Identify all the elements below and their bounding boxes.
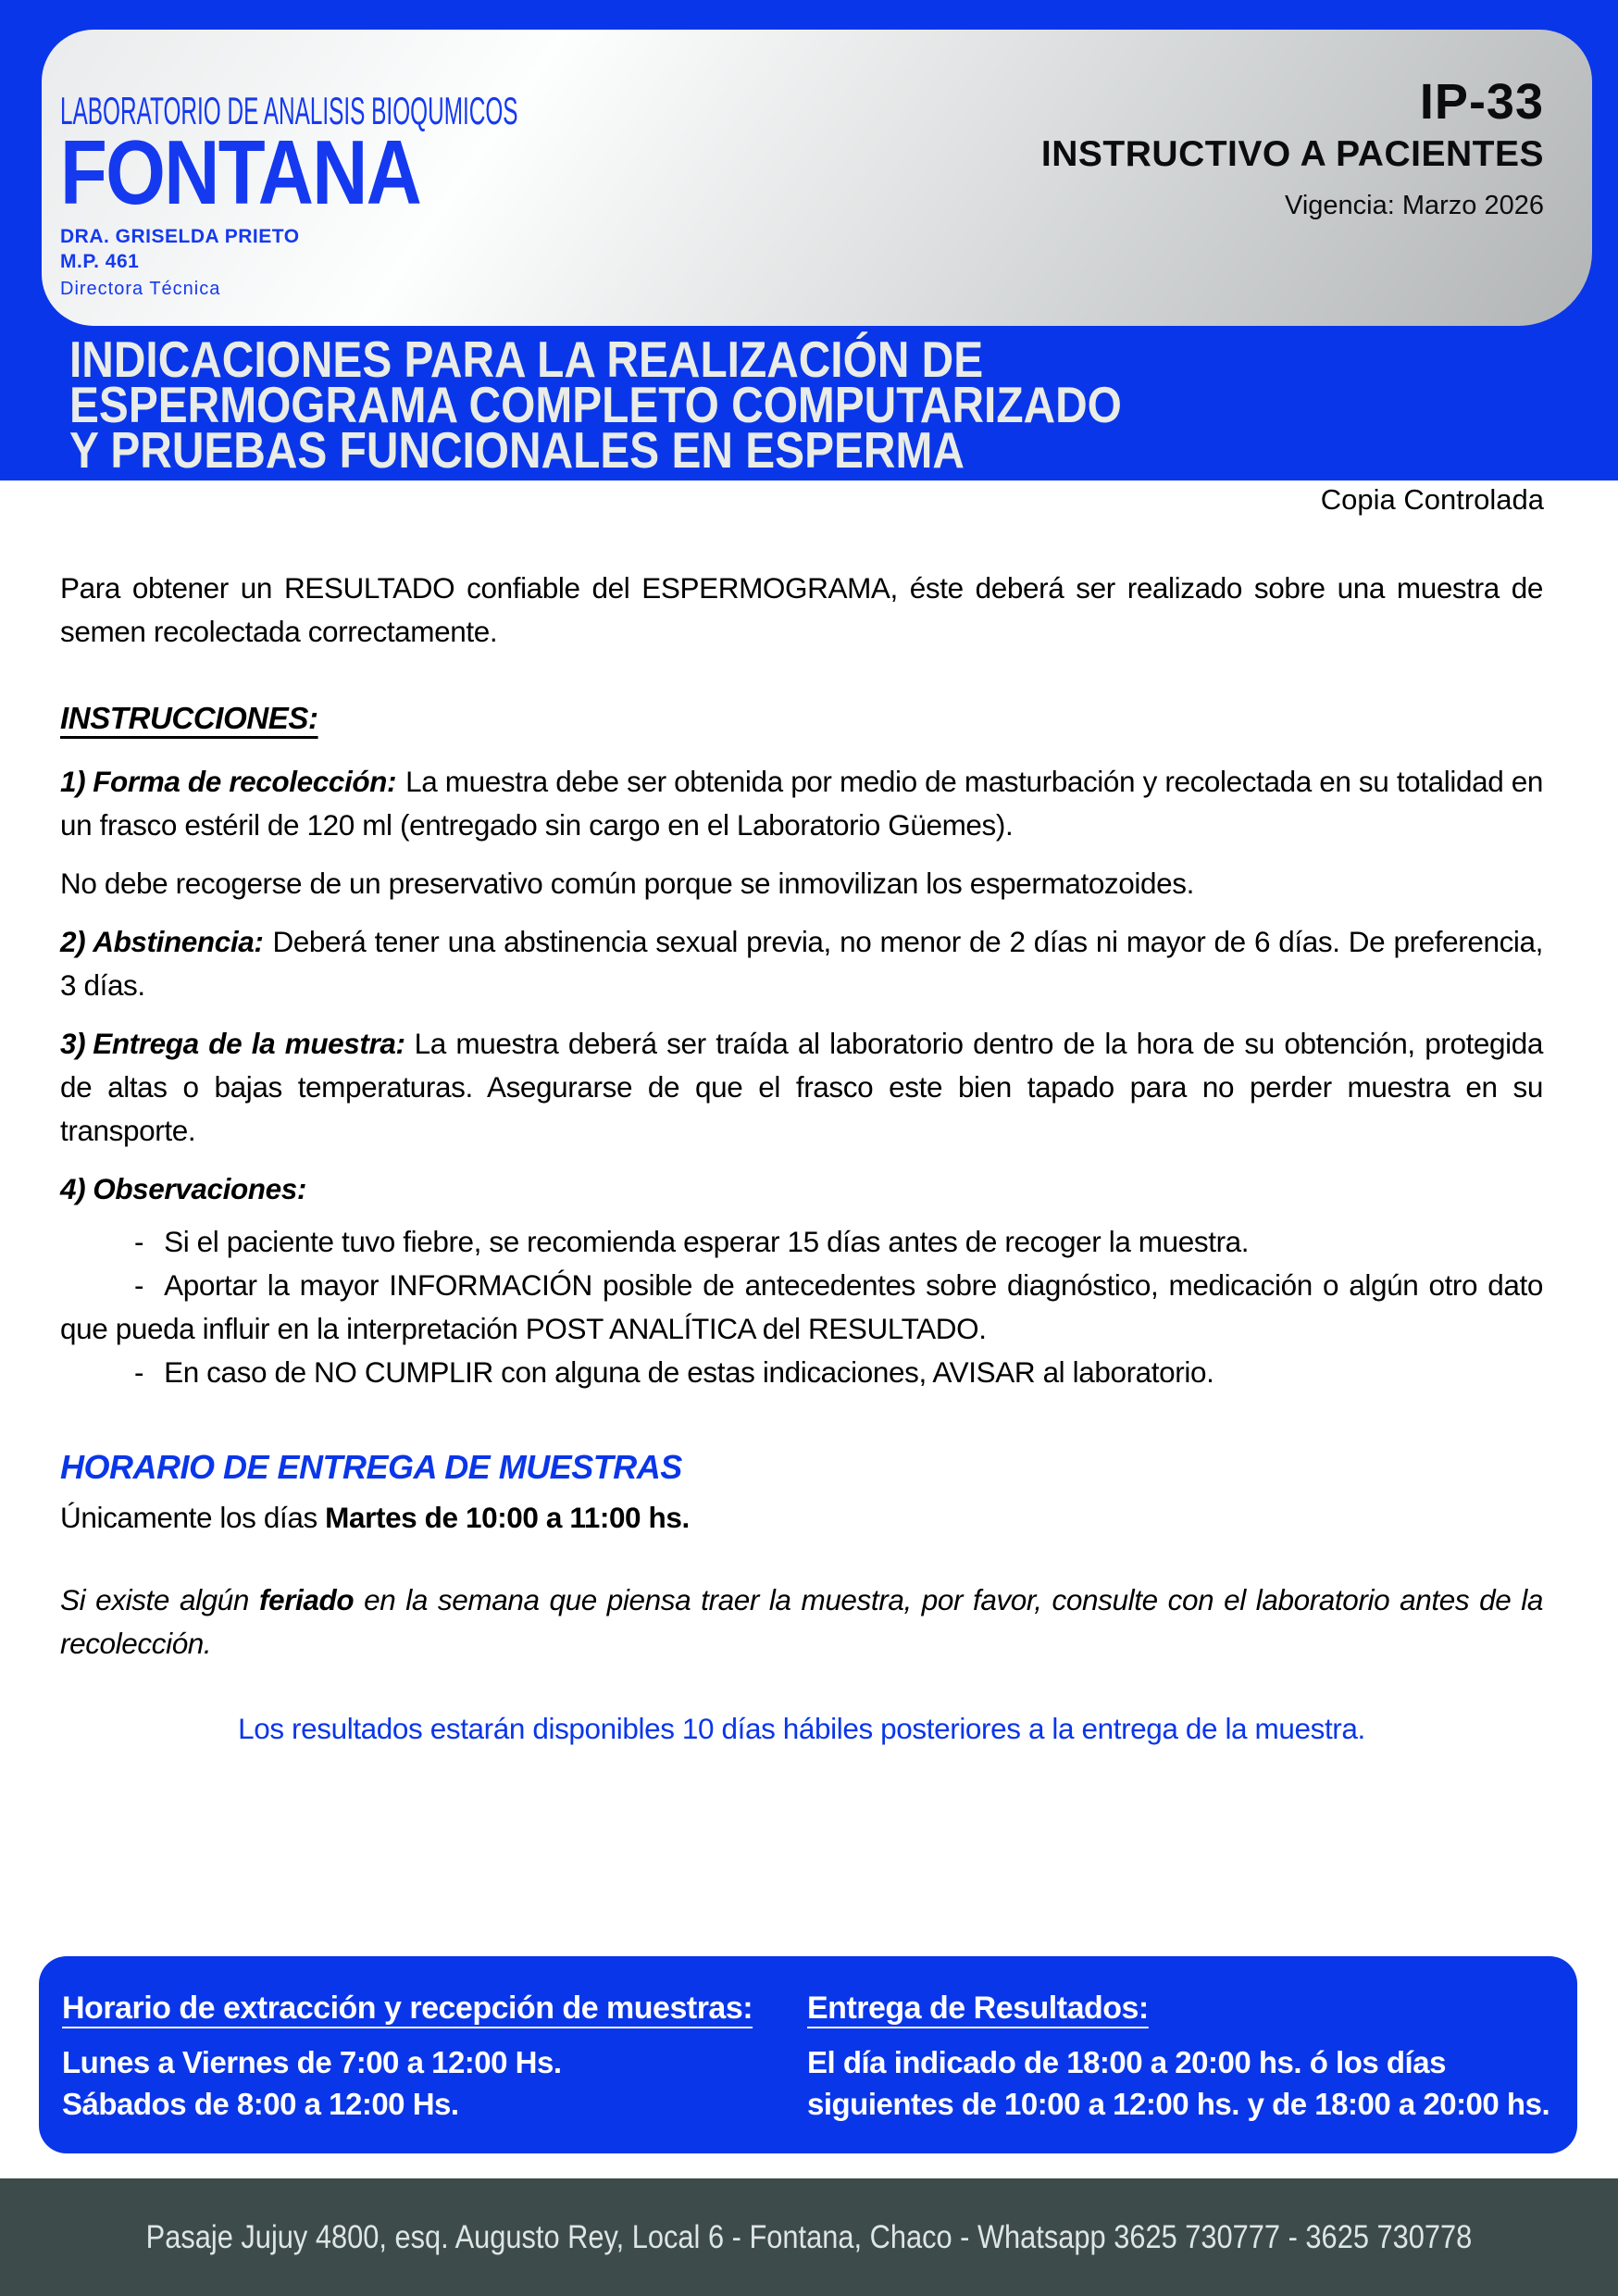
header-card [42, 30, 1592, 326]
results-availability-note: Los resultados estarán disponibles 10 días hábiles posteriores a la entrega de la muestra. [238, 1712, 1365, 1745]
extraction-hours-line: Lunes a Viernes de 7:00 a 12:00 Hs. [62, 2045, 562, 2079]
extraction-hours-heading: Horario de extracción y recepción de muestras: [62, 1990, 753, 2026]
title-line: ESPERMOGRAMA COMPLETO COMPUTARIZADO [69, 376, 1122, 433]
extraction-hours-line: Sábados de 8:00 a 12:00 Hs. [62, 2087, 459, 2121]
extraction-hours-column [62, 1990, 753, 2125]
sample-delivery-days [60, 1496, 1543, 1540]
instruction-item-2 [60, 920, 1543, 1007]
instruction-item-3 [60, 1022, 1543, 1153]
note-paragraph: No debe recogerse de un preservativo común porque se inmovilizan los espermatozoides. [60, 867, 1194, 900]
bullet-text: Aportar la mayor INFORMACIÓN posible de antecedentes sobre diagnóstico, medicación o algún otro dato que pueda influir en la interpretación POST ANALÍTICA del RESULTADO. [60, 1268, 1543, 1345]
item-number: 1) [60, 765, 86, 798]
bullet-item [60, 1220, 1543, 1264]
document-validity: Vigencia: Marzo 2026 [1285, 191, 1544, 220]
hours-box [39, 1956, 1577, 2153]
title-line: INDICACIONES PARA LA REALIZACIÓN DE [69, 331, 984, 388]
footer [0, 2178, 1618, 2296]
results-delivery-heading: Entrega de Resultados: [807, 1990, 1149, 2026]
results-delivery-line: siguientes de 10:00 a 12:00 hs. y de 18:00 a 20:00 hs. [807, 2087, 1550, 2121]
item-text: Deberá tener una abstinencia sexual previa, no menor de 2 días ni mayor de 6 días. De preferencia, 3 días. [60, 925, 1543, 1002]
bullet-item [60, 1264, 1543, 1351]
item-label: Forma de recolección: [93, 765, 397, 798]
title-banner [0, 326, 1618, 480]
lab-director-name: DRA. GRISELDA PRIETO [60, 226, 300, 247]
holiday-note [60, 1578, 1543, 1666]
item-label: Abstinencia: [93, 925, 264, 958]
document-id-block [1041, 76, 1544, 221]
item-text: La muestra debe ser obtenida por medio de masturbación y recolectada en su totalidad en un frasco estéril de 120 ml (entregado sin cargo en el Laboratorio Güemes). [60, 765, 1543, 842]
bullet-dash: - [134, 1225, 144, 1258]
title-banner-text [69, 331, 1417, 479]
item-number: 3) [60, 1027, 86, 1060]
bullet-text: Si el paciente tuvo fiebre, se recomienda esperar 15 días antes de recoger la muestra. [164, 1225, 1250, 1258]
days-prefix: Únicamente los días [60, 1501, 326, 1534]
top-blue-band [0, 0, 1618, 480]
results-delivery-line: El día indicado de 18:00 a 20:00 hs. ó los días [807, 2045, 1446, 2079]
item-text: La muestra deberá ser traída al laboratorio dentro de la hora de su obtención, protegida de altas o bajas temperaturas. Asegurarse de que el frasco este bien tapado para no perder muestra en su transporte. [60, 1027, 1544, 1147]
title-line: Y PRUEBAS FUNCIONALES EN ESPERMA [69, 421, 965, 479]
instructions-heading: INSTRUCCIONES: [60, 701, 318, 735]
sample-delivery-hours-heading: HORARIO DE ENTREGA DE MUESTRAS [60, 1448, 682, 1486]
results-delivery-column [807, 1990, 1550, 2125]
item-label: Observaciones: [93, 1172, 306, 1205]
instruction-item-1 [60, 760, 1543, 847]
bullet-item [60, 1351, 1543, 1394]
bullet-dash: - [134, 1268, 144, 1302]
lab-logo-name: FONTANA [60, 121, 421, 223]
lab-director-registration: M.P. 461 [60, 251, 140, 272]
document-type: INSTRUCTIVO A PACIENTES [1040, 134, 1544, 174]
item-number: 4) [60, 1172, 86, 1205]
item-number: 2) [60, 925, 86, 958]
controlled-copy-label: Copia Controlada [1320, 483, 1544, 516]
footer-address: Pasaje Jujuy 4800, esq. Augusto Rey, Local 6 - Fontana, Chaco - Whatsapp 3625 730777 - 3625 730778 [145, 2218, 1473, 2255]
document-code: IP-33 [1419, 74, 1544, 130]
days-bold: Martes de 10:00 a 11:00 hs. [325, 1501, 690, 1534]
bullet-dash: - [134, 1355, 144, 1389]
holiday-pre: Si existe algún [60, 1583, 259, 1616]
instruction-item-4 [60, 1167, 1543, 1211]
lab-director-role: Directora Técnica [60, 279, 221, 299]
document-body [60, 567, 1543, 1766]
item-label: Entrega de la muestra: [93, 1027, 405, 1060]
intro-paragraph: Para obtener un RESULTADO confiable del ESPERMOGRAMA, éste deberá ser realizado sobre una muestra de semen recolectada correctamente. [60, 571, 1543, 648]
holiday-post: en la semana que piensa traer la muestra, por favor, consulte con el laboratorio antes de la recolección. [60, 1583, 1543, 1660]
holiday-bold: feriado [258, 1583, 355, 1616]
lab-logo [60, 91, 850, 300]
lab-logo-subtitle: LABORATORIO DE ANALISIS BIOQUMICOS [60, 89, 518, 132]
bullet-text: En caso de NO CUMPLIR con alguna de estas indicaciones, AVISAR al laboratorio. [164, 1355, 1214, 1389]
